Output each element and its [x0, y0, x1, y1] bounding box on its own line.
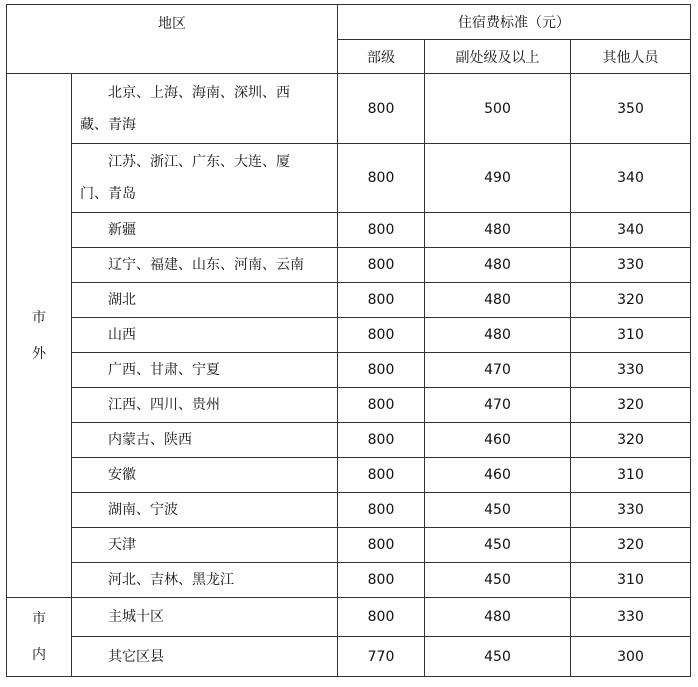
- header-standard: 住宿费标准（元）: [338, 5, 691, 40]
- table-row: [7, 563, 691, 598]
- region-text-line: 门、青岛: [80, 186, 136, 202]
- table-row: [7, 528, 691, 563]
- accommodation-standard-table: [6, 4, 691, 677]
- value-deputy-division: 480: [425, 318, 571, 353]
- group-label-line: 外: [32, 345, 46, 362]
- table-row: [7, 144, 691, 213]
- header-col-others: 其他人员: [571, 40, 691, 74]
- value-ministerial: 800: [338, 458, 425, 493]
- group-label-line: 市: [32, 611, 46, 627]
- value-ministerial: 800: [338, 493, 425, 528]
- value-ministerial: 800: [338, 528, 425, 563]
- value-others: 320: [571, 528, 691, 563]
- value-ministerial: 800: [338, 598, 425, 637]
- value-others: 340: [571, 213, 691, 248]
- region-text-line: 新疆: [80, 222, 136, 238]
- region-cell: [72, 318, 338, 353]
- region-text-line: 湖南、宁波: [80, 502, 178, 518]
- table-row: [7, 493, 691, 528]
- table-row: [7, 248, 691, 283]
- value-others: 310: [571, 458, 691, 493]
- value-deputy-division: 460: [425, 423, 571, 458]
- group-label: [7, 598, 72, 677]
- value-ministerial: 800: [338, 563, 425, 598]
- region-text-line: 内蒙古、陕西: [80, 432, 192, 448]
- value-deputy-division: 490: [425, 144, 571, 213]
- value-others: 330: [571, 493, 691, 528]
- group-label-line: 市: [32, 309, 46, 326]
- value-ministerial: 800: [338, 248, 425, 283]
- value-others: 320: [571, 388, 691, 423]
- region-cell: [72, 528, 338, 563]
- value-deputy-division: 480: [425, 213, 571, 248]
- value-deputy-division: 470: [425, 388, 571, 423]
- value-deputy-division: 480: [425, 248, 571, 283]
- value-others: 330: [571, 248, 691, 283]
- value-deputy-division: 450: [425, 563, 571, 598]
- region-text-line: 江西、四川、贵州: [80, 397, 220, 413]
- region-text-line: 安徽: [80, 467, 136, 483]
- value-others: 310: [571, 318, 691, 353]
- value-deputy-division: 450: [425, 493, 571, 528]
- table-row: [7, 74, 691, 144]
- region-text-line: 天津: [80, 537, 136, 553]
- value-others: 330: [571, 353, 691, 388]
- value-ministerial: 800: [338, 74, 425, 144]
- region-cell: [72, 74, 338, 144]
- region-text-line: 河北、吉林、黑龙江: [80, 572, 234, 588]
- value-deputy-division: 450: [425, 637, 571, 677]
- region-cell: [72, 283, 338, 318]
- value-others: 310: [571, 563, 691, 598]
- region-text-line: 湖北: [80, 292, 136, 308]
- value-ministerial: 800: [338, 318, 425, 353]
- region-cell: [72, 598, 338, 637]
- group-label: [7, 74, 72, 598]
- value-ministerial: 770: [338, 637, 425, 677]
- table-row: [7, 353, 691, 388]
- value-deputy-division: 460: [425, 458, 571, 493]
- region-cell: [72, 563, 338, 598]
- value-deputy-division: 480: [425, 598, 571, 637]
- value-others: 350: [571, 74, 691, 144]
- table-row: [7, 423, 691, 458]
- region-cell: [72, 423, 338, 458]
- value-deputy-division: 480: [425, 283, 571, 318]
- value-deputy-division: 470: [425, 353, 571, 388]
- value-others: 300: [571, 637, 691, 677]
- region-cell: [72, 388, 338, 423]
- region-cell: [72, 637, 338, 677]
- header-col-deputy-division: 副处级及以上: [425, 40, 571, 74]
- table-row: [7, 283, 691, 318]
- value-ministerial: 800: [338, 213, 425, 248]
- region-cell: [72, 458, 338, 493]
- value-deputy-division: 450: [425, 528, 571, 563]
- value-others: 330: [571, 598, 691, 637]
- header-col-ministerial: 部级: [338, 40, 425, 74]
- table-row: [7, 318, 691, 353]
- region-text-line: 北京、上海、海南、深圳、西: [80, 84, 290, 101]
- region-cell: [72, 353, 338, 388]
- table-row: [7, 458, 691, 493]
- value-deputy-division: 500: [425, 74, 571, 144]
- table-row: [7, 388, 691, 423]
- table-row: [7, 637, 691, 677]
- value-ministerial: 800: [338, 144, 425, 213]
- region-cell: [72, 144, 338, 213]
- region-text-line: 其它区县: [80, 648, 164, 665]
- region-text-line: 辽宁、福建、山东、河南、云南: [80, 257, 304, 273]
- region-cell: [72, 493, 338, 528]
- value-ministerial: 800: [338, 353, 425, 388]
- table-row: [7, 598, 691, 637]
- region-cell: [72, 248, 338, 283]
- value-others: 320: [571, 423, 691, 458]
- region-text-line: 山西: [80, 327, 136, 343]
- region-cell: [72, 213, 338, 248]
- header-region: 地区: [7, 5, 338, 74]
- value-others: 340: [571, 144, 691, 213]
- value-ministerial: 800: [338, 388, 425, 423]
- value-others: 320: [571, 283, 691, 318]
- group-label-line: 内: [32, 647, 46, 663]
- value-ministerial: 800: [338, 283, 425, 318]
- region-text-line: 主城十区: [80, 609, 164, 625]
- region-text-line: 江苏、浙江、广东、大连、厦: [80, 154, 290, 170]
- table-row: [7, 213, 691, 248]
- region-text-line: 广西、甘肃、宁夏: [80, 362, 220, 378]
- region-text-line: 藏、青海: [80, 116, 136, 133]
- value-ministerial: 800: [338, 423, 425, 458]
